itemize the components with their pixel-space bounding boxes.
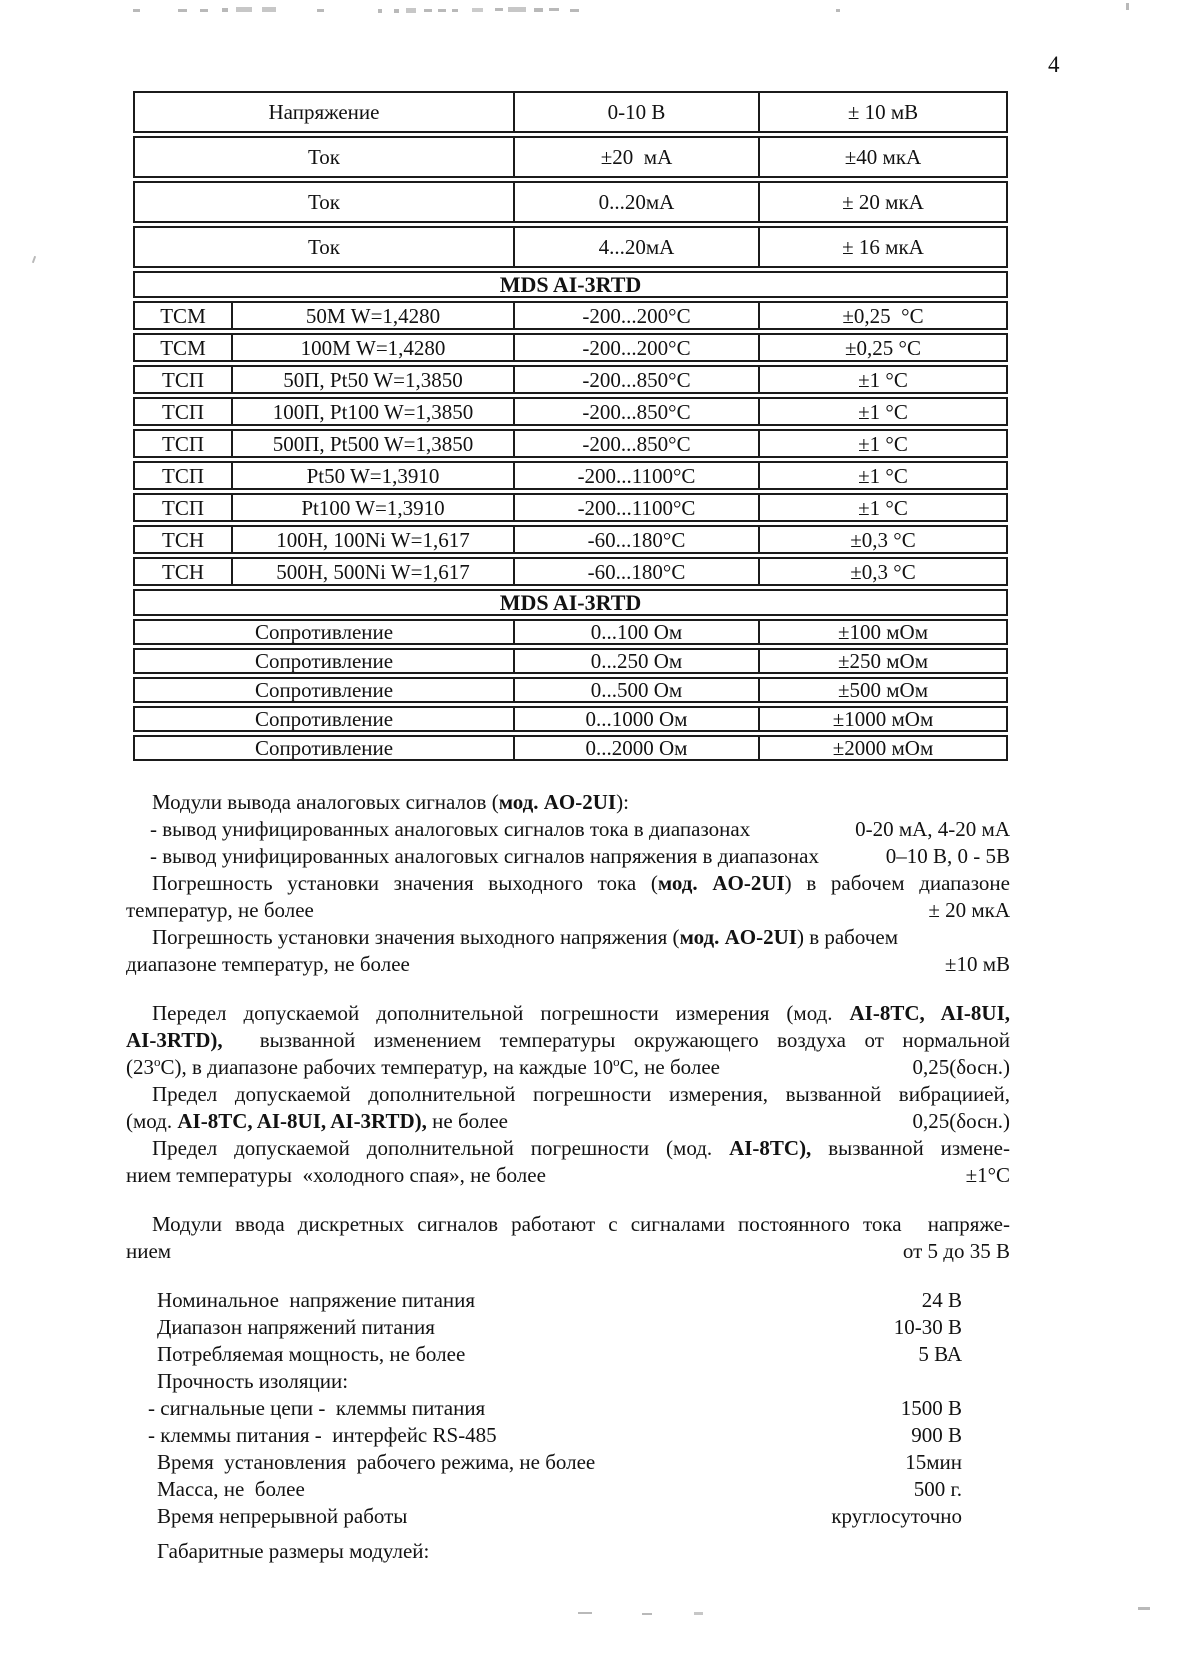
- table-cell: ±20 мА: [515, 136, 760, 178]
- table-cell: 100П, Pt100 W=1,3850: [233, 397, 515, 426]
- scan-artifact: [452, 9, 458, 12]
- table-cell: 500П, Pt500 W=1,3850: [233, 429, 515, 458]
- line-value: 0–10 В, 0 - 5В: [885, 844, 1010, 868]
- signal-spec-table: [133, 88, 1008, 764]
- scan-artifact: [578, 1612, 592, 1614]
- text: температур, не более: [126, 898, 314, 922]
- bold-text: мод. AO-2UI: [498, 790, 617, 814]
- table-cell: Сопротивление: [133, 706, 515, 732]
- scan-artifact: [1126, 3, 1129, 10]
- table-cell: Сопротивление: [133, 735, 515, 761]
- line-text: [126, 1162, 546, 1189]
- text-line: [126, 1135, 1010, 1162]
- text-line: [126, 870, 1010, 897]
- superscript: о: [154, 1054, 161, 1069]
- scan-artifact: [570, 9, 579, 12]
- table-cell: ±1000 мОм: [760, 706, 1008, 732]
- table-row: [133, 706, 1008, 732]
- table-row: [133, 429, 1008, 458]
- text: Предел допускаемой дополнительной погрешности (мод.: [152, 1136, 730, 1160]
- line-text: [152, 790, 629, 814]
- table-cell: -200...200°С: [515, 333, 760, 362]
- spec-value: 900 В: [911, 1423, 962, 1447]
- table-cell: ТСП: [133, 365, 233, 394]
- table-cell: ± 20 мкА: [760, 181, 1008, 223]
- line-text: [152, 1212, 1010, 1236]
- line-text: [152, 1136, 1010, 1160]
- text: диапазоне температур, не более: [126, 952, 410, 976]
- scan-artifact: [1138, 1607, 1150, 1610]
- table-row: [133, 397, 1008, 426]
- table-cell: Сопротивление: [133, 677, 515, 703]
- text: - вывод унифицированных аналоговых сигналов напряжения в диапазонах: [150, 844, 819, 868]
- text-block: [126, 1211, 1010, 1265]
- table-cell: 100М W=1,4280: [233, 333, 515, 362]
- page-number: 4: [1048, 52, 1060, 77]
- text-line: [126, 897, 1010, 924]
- table-cell: Напряжение: [133, 91, 515, 133]
- table-cell: 0...500 Ом: [515, 677, 760, 703]
- line-value: 0-20 мА, 4-20 мА: [855, 817, 1010, 841]
- spec-list: [126, 1287, 1010, 1565]
- table-section-header-cell: MDS AI-3RTD: [133, 271, 1008, 298]
- spec-value: 500 г.: [913, 1477, 962, 1501]
- text: ) в рабочем диапазоне: [784, 871, 1010, 895]
- scan-artifact: [495, 8, 503, 11]
- line-text: [152, 871, 1010, 895]
- spec-label: Время установления рабочего режима, не более: [157, 1450, 596, 1474]
- table-cell: 0...1000 Ом: [515, 706, 760, 732]
- line-text: [126, 1238, 171, 1265]
- table-cell: ТСП: [133, 493, 233, 522]
- text: С, не более: [619, 1055, 720, 1079]
- line-text: [126, 1108, 508, 1135]
- scan-artifact: [836, 9, 840, 12]
- table-row: [133, 333, 1008, 362]
- table-row: [133, 136, 1008, 178]
- table-cell: ТСП: [133, 429, 233, 458]
- spec-label: Габаритные размеры модулей:: [157, 1539, 430, 1563]
- spec-label: Масса, не более: [157, 1477, 305, 1501]
- table-section-header-cell: MDS AI-3RTD: [133, 589, 1008, 616]
- scan-artifact: [549, 8, 559, 11]
- scan-artifact: [438, 9, 446, 12]
- table-row: [133, 181, 1008, 223]
- text: Погрешность установки значения выходного напряжения (: [152, 925, 680, 949]
- table-row: [133, 648, 1008, 674]
- text-line: [126, 1027, 1010, 1054]
- table-cell: Ток: [133, 181, 515, 223]
- scan-artifact: [32, 256, 36, 263]
- table-cell: ±0,25 °С: [760, 333, 1008, 362]
- scan-artifact: [472, 8, 483, 12]
- text: Передел допускаемой дополнительной погрешности измерения (мод.: [152, 1001, 850, 1025]
- text-line: [126, 843, 1010, 870]
- table-cell: 0...100 Ом: [515, 619, 760, 645]
- spec-item: [126, 1341, 1010, 1368]
- table-row: [133, 461, 1008, 490]
- line-text: [152, 1001, 1010, 1025]
- text: нием температуры «холодного спая», не более: [126, 1163, 546, 1187]
- table-cell: ТСП: [133, 461, 233, 490]
- spec-value: круглосуточно: [831, 1504, 962, 1528]
- body-text-column: [126, 789, 1010, 1565]
- text-line: [126, 1162, 1010, 1189]
- table-cell: 100Н, 100Ni W=1,617: [233, 525, 515, 554]
- table-row: [133, 557, 1008, 586]
- table-cell: -60...180°С: [515, 557, 760, 586]
- line-text: [152, 1082, 1010, 1106]
- table-cell: ±100 мОм: [760, 619, 1008, 645]
- text: (23: [126, 1055, 154, 1079]
- table-cell: 4...20мА: [515, 226, 760, 268]
- superscript: о: [613, 1054, 620, 1069]
- line-value: ± 20 мкА: [928, 898, 1010, 922]
- table-cell: ±1 °С: [760, 397, 1008, 426]
- text: Предел допускаемой дополнительной погрешности измерения, вызванной вибрациией,: [152, 1082, 1010, 1106]
- text-line: [126, 1000, 1010, 1027]
- table-cell: ±1 °С: [760, 429, 1008, 458]
- line-value: от 5 до 35 В: [902, 1239, 1010, 1263]
- line-text: [126, 816, 750, 843]
- text: Погрешность установки значения выходного тока (: [152, 871, 658, 895]
- line-value: ±1°С: [965, 1163, 1010, 1187]
- paragraph-blocks: [126, 789, 1010, 1265]
- spec-value: 1500 В: [900, 1396, 962, 1420]
- text: нием: [126, 1239, 172, 1263]
- table-cell: -200...850°С: [515, 365, 760, 394]
- table-cell: -200...850°С: [515, 429, 760, 458]
- scan-artifact: [133, 9, 140, 12]
- table-cell: Ток: [133, 226, 515, 268]
- table-cell: Pt50 W=1,3910: [233, 461, 515, 490]
- spec-item: [126, 1476, 1010, 1503]
- table-section-header-row: [133, 271, 1008, 298]
- text: - вывод унифицированных аналоговых сигналов тока в диапазонах: [150, 817, 751, 841]
- bold-text: AI-8TC, AI-8UI, AI-3RTD),: [177, 1109, 427, 1133]
- spec-label: Потребляемая мощность, не более: [157, 1342, 466, 1366]
- table-cell: ± 10 мВ: [760, 91, 1008, 133]
- bold-text: AI-8TC, AI-8UI,: [849, 1001, 1010, 1025]
- table-cell: ±0,3 °С: [760, 557, 1008, 586]
- text-line: [126, 1108, 1010, 1135]
- table-row: [133, 365, 1008, 394]
- scan-artifact: [642, 1613, 652, 1615]
- spec-label: - сигнальные цепи - клеммы питания: [148, 1396, 486, 1420]
- table-cell: ТСМ: [133, 301, 233, 330]
- text-line: [126, 1211, 1010, 1238]
- bold-text: AI-3RTD),: [126, 1028, 223, 1052]
- spec-item: [126, 1538, 1010, 1565]
- text: вызванной изменением температуры окружающего воздуха от нормальной: [222, 1028, 1010, 1052]
- line-text: [126, 951, 410, 978]
- spec-value: 5 ВА: [918, 1342, 962, 1366]
- text: вызванной измене-: [811, 1136, 1010, 1160]
- table-cell: ±0,25 °С: [760, 301, 1008, 330]
- spec-label: Диапазон напряжений питания: [157, 1315, 435, 1339]
- scan-artifact: [178, 9, 187, 12]
- spec-item: [126, 1368, 1010, 1395]
- bold-text: AI-8TC),: [729, 1136, 812, 1160]
- line-text: [126, 897, 314, 924]
- scan-artifact: [394, 9, 399, 13]
- spec-label: Номинальное напряжение питания: [157, 1288, 476, 1312]
- line-text: [152, 925, 898, 949]
- line-value: ±10 мВ: [944, 952, 1010, 976]
- text: не более: [426, 1109, 508, 1133]
- spec-label: Прочность изоляции:: [157, 1369, 349, 1393]
- table-cell: 50М W=1,4280: [233, 301, 515, 330]
- table-cell: ТСН: [133, 557, 233, 586]
- table-cell: ± 16 мкА: [760, 226, 1008, 268]
- table-cell: 0...250 Ом: [515, 648, 760, 674]
- text-line: [126, 1238, 1010, 1265]
- scan-artifact: [200, 9, 208, 12]
- table-row: [133, 525, 1008, 554]
- table-section-header-row: [133, 589, 1008, 616]
- scan-artifact: [262, 7, 276, 12]
- spec-item: [126, 1503, 1010, 1530]
- scan-artifact: [534, 8, 543, 12]
- scan-artifact: [222, 8, 228, 12]
- scan-artifact: [378, 9, 382, 13]
- scan-artifact: [694, 1612, 703, 1615]
- scan-artifact: [317, 9, 324, 12]
- table-cell: ±2000 мОм: [760, 735, 1008, 761]
- scan-artifact: [236, 7, 252, 12]
- spec-value: 24 В: [921, 1288, 962, 1312]
- scan-artifact: [424, 9, 432, 12]
- bold-text: мод. AO-2UI: [657, 871, 785, 895]
- table-cell: 500Н, 500Ni W=1,617: [233, 557, 515, 586]
- line-value: 0,25(δосн.): [912, 1055, 1010, 1079]
- spec-item: [126, 1395, 1010, 1422]
- table-cell: 0...20мА: [515, 181, 760, 223]
- table-cell: ±250 мОм: [760, 648, 1008, 674]
- table-cell: 0...2000 Ом: [515, 735, 760, 761]
- table-row: [133, 677, 1008, 703]
- spec-item: [126, 1287, 1010, 1314]
- table-row: [133, 619, 1008, 645]
- spec-label: Время непрерывной работы: [157, 1504, 408, 1528]
- text-line: [126, 789, 1010, 816]
- table-row: [133, 226, 1008, 268]
- table-cell: -200...200°С: [515, 301, 760, 330]
- spec-item: [126, 1422, 1010, 1449]
- line-text: [126, 1054, 720, 1081]
- table-cell: ±1 °С: [760, 493, 1008, 522]
- table-cell: -200...1100°С: [515, 461, 760, 490]
- text-line: [126, 924, 1010, 951]
- table-cell: ТСМ: [133, 333, 233, 362]
- table-cell: -200...1100°С: [515, 493, 760, 522]
- table-cell: -200...850°С: [515, 397, 760, 426]
- table-cell: -60...180°С: [515, 525, 760, 554]
- table-cell: 50П, Pt50 W=1,3850: [233, 365, 515, 394]
- table-cell: ±40 мкА: [760, 136, 1008, 178]
- table-cell: Pt100 W=1,3910: [233, 493, 515, 522]
- spec-value: 10-30 В: [893, 1315, 962, 1339]
- table-cell: Сопротивление: [133, 648, 515, 674]
- text-line: [126, 951, 1010, 978]
- spec-item: [126, 1449, 1010, 1476]
- spec-table-body: [133, 91, 1008, 761]
- table-cell: Сопротивление: [133, 619, 515, 645]
- table-row: [133, 301, 1008, 330]
- table-cell: ТСН: [133, 525, 233, 554]
- scan-artifact: [406, 8, 416, 13]
- table-row: [133, 91, 1008, 133]
- table-cell: ±1 °С: [760, 461, 1008, 490]
- text-line: [126, 1081, 1010, 1108]
- table-cell: ±500 мОм: [760, 677, 1008, 703]
- scan-artifact: [508, 7, 526, 12]
- table-cell: ±0,3 °С: [760, 525, 1008, 554]
- text: Модули ввода дискретных сигналов работают с сигналами постоянного тока напряже-: [152, 1212, 1010, 1236]
- line-value: 0,25(δосн.): [912, 1109, 1010, 1133]
- spec-value: 15мин: [905, 1450, 962, 1474]
- bold-text: мод. AO-2UI: [679, 925, 797, 949]
- text-block: [126, 1000, 1010, 1189]
- table-cell: ±1 °С: [760, 365, 1008, 394]
- line-text: [126, 843, 819, 870]
- spec-label: - клеммы питания - интерфейс RS-485: [148, 1423, 497, 1447]
- table-cell: ТСП: [133, 397, 233, 426]
- table-row: [133, 493, 1008, 522]
- text-line: [126, 1054, 1010, 1081]
- line-text: [126, 1028, 1010, 1052]
- table-row: [133, 735, 1008, 761]
- text-line: [126, 816, 1010, 843]
- table-cell: 0-10 В: [515, 91, 760, 133]
- text-block: [126, 789, 1010, 978]
- text: ) в рабочем: [796, 925, 898, 949]
- text: Модули вывода аналоговых сигналов (: [152, 790, 499, 814]
- table-cell: Ток: [133, 136, 515, 178]
- text: ):: [616, 790, 629, 814]
- spec-item: [126, 1314, 1010, 1341]
- text: С), в диапазоне рабочих температур, на каждые 10: [160, 1055, 614, 1079]
- text: (мод.: [126, 1109, 178, 1133]
